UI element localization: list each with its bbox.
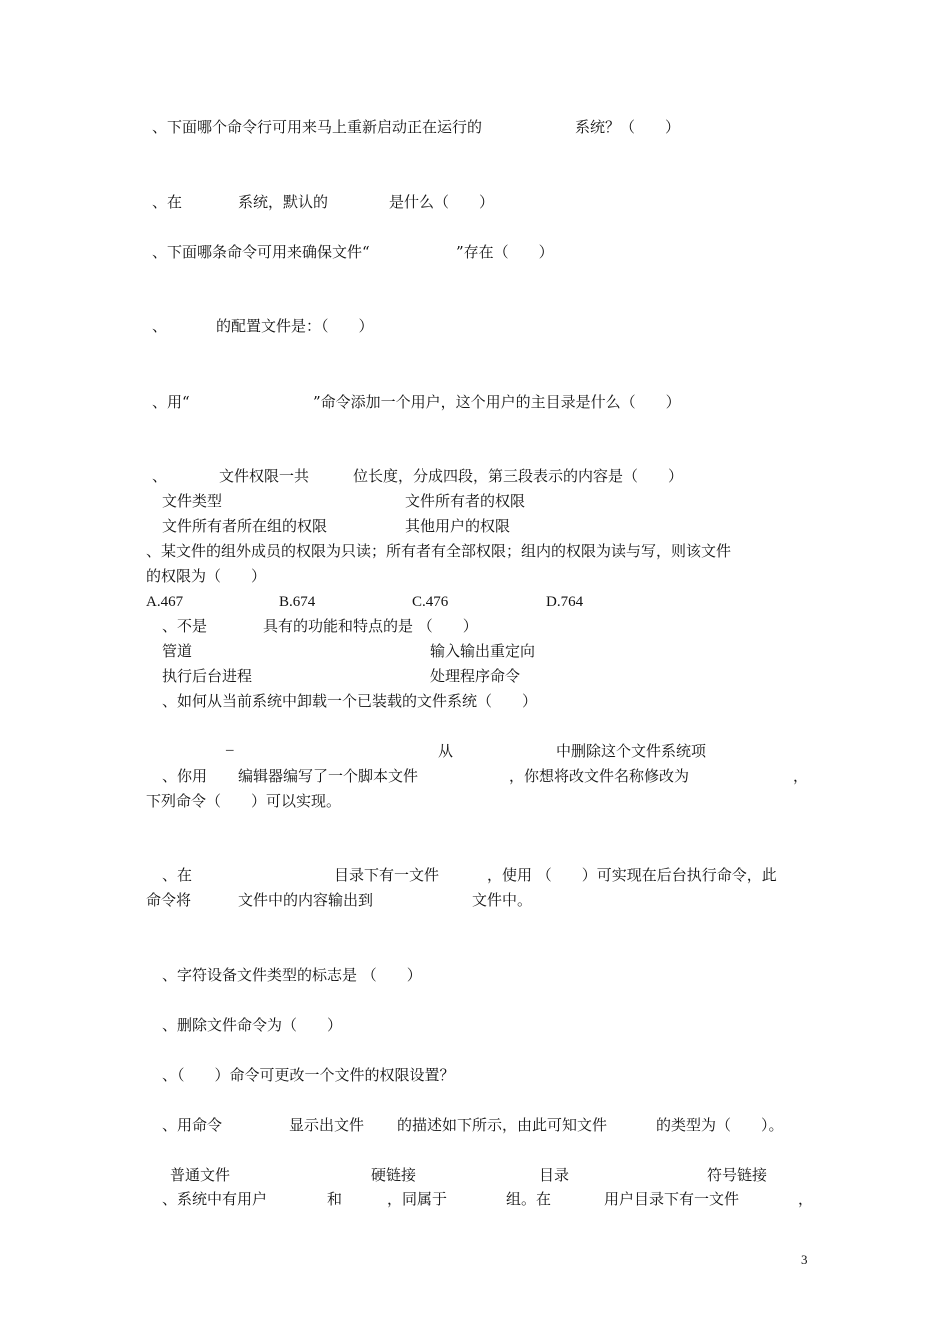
question-9-option-dash: – — [226, 742, 234, 758]
question-6-option-3: 文件所有者所在组的权限 — [162, 517, 328, 535]
question-8-option-4: 处理程序命令 — [430, 667, 521, 685]
question-7-option-c: C.476 — [412, 594, 449, 610]
question-4-prefix: 、 — [152, 317, 168, 335]
question-10-mid-1: 编辑器编写了一个脚本文件 — [238, 767, 419, 785]
question-15-option-3: 目录 — [539, 1166, 570, 1184]
question-9-text: 、如何从当前系统中卸载一个已装载的文件系统（ ） — [162, 692, 538, 710]
question-6-mid: 文件权限一共 — [219, 467, 310, 485]
question-11-mid: 目录下有一文件 — [334, 866, 440, 884]
question-6-option-4: 其他用户的权限 — [405, 517, 511, 535]
question-8-option-3: 执行后台进程 — [162, 667, 253, 685]
question-11-line-2-b: 文件中的内容输出到 — [238, 891, 374, 909]
question-8-option-1: 管道 — [162, 642, 193, 660]
question-1-text-end: 系统？（ ） — [575, 118, 681, 136]
question-15-option-1: 普通文件 — [170, 1166, 231, 1184]
question-16-prefix: 、系统中有用户 — [162, 1190, 268, 1208]
question-7-option-a: A.467 — [146, 594, 184, 610]
question-16-user-dir: 用户目录下有一文件 — [604, 1190, 740, 1208]
question-13-text: 、删除文件命令为（ ） — [162, 1016, 343, 1034]
question-2-mid: 系统，默认的 — [238, 193, 329, 211]
question-6-option-2: 文件所有者的权限 — [405, 492, 526, 510]
question-9-option-delete: 中删除这个文件系统项 — [556, 742, 707, 760]
question-2-prefix: 、在 — [152, 193, 183, 211]
question-15-option-2: 硬链接 — [371, 1166, 417, 1184]
question-11-end: ，使用 （ ）可实现在后台执行命令，此 — [487, 866, 777, 884]
question-11-line-2-c: 文件中。 — [472, 891, 533, 909]
question-11-prefix: 、在 — [162, 866, 193, 884]
question-7-option-b: B.674 — [279, 594, 316, 610]
question-16-group: 组。在 — [506, 1190, 552, 1208]
page-number: 3 — [801, 1252, 808, 1267]
question-10-mid-2: ，你想将改文件名称修改为 — [509, 767, 690, 785]
question-10-line-2: 下列命令（ ）可以实现。 — [146, 792, 342, 810]
question-16-and: 和 — [327, 1190, 343, 1208]
question-1-text: 、下面哪个命令行可用来马上重新启动正在运行的 — [152, 118, 483, 136]
question-5-prefix: 、用“ — [152, 393, 190, 411]
question-15-end: 的类型为（ ）。 — [656, 1116, 784, 1134]
question-11-line-2-a: 命令将 — [146, 891, 192, 909]
question-2-end: 是什么（ ） — [389, 193, 495, 211]
question-6-prefix: 、 — [152, 467, 168, 485]
question-16-comma: ， — [798, 1190, 814, 1208]
question-5-end: ”命令添加一个用户，这个用户的主目录是什么（ ） — [313, 393, 681, 411]
question-7-option-d: D.764 — [546, 594, 584, 610]
question-15-option-4: 符号链接 — [707, 1166, 768, 1184]
question-7-line-1: 、某文件的组外成员的权限为只读；所有者有全部权限；组内的权限为读与写，则该文件 — [146, 542, 732, 560]
question-16-belongs: ，同属于 — [387, 1190, 448, 1208]
question-4-end: 的配置文件是：（ ） — [216, 317, 374, 335]
question-15-mid-2: 的描述如下所示，由此可知文件 — [397, 1116, 608, 1134]
question-8-end: 具有的功能和特点的是 （ ） — [263, 617, 478, 635]
question-7-line-2: 的权限为（ ） — [146, 567, 267, 585]
question-8-prefix: 、不是 — [162, 617, 208, 635]
question-14-text: 、（ ）命令可更改一个文件的权限设置？ — [162, 1066, 455, 1084]
question-10-comma: ， — [793, 767, 809, 785]
question-6-option-1: 文件类型 — [162, 492, 223, 510]
question-8-option-2: 输入输出重定向 — [430, 642, 536, 660]
question-15-mid-1: 显示出文件 — [289, 1116, 365, 1134]
question-12-text: 、字符设备文件类型的标志是 （ ） — [162, 966, 422, 984]
question-9-option-from: 从 — [438, 742, 454, 760]
question-6-end: 位长度，分成四段，第三段表示的内容是（ ） — [353, 467, 684, 485]
question-3-prefix: 、下面哪条命令可用来确保文件“ — [152, 243, 370, 261]
question-10-prefix: 、你用 — [162, 767, 208, 785]
question-3-end: ”存在（ ） — [456, 243, 554, 261]
question-15-prefix: 、用命令 — [162, 1116, 223, 1134]
